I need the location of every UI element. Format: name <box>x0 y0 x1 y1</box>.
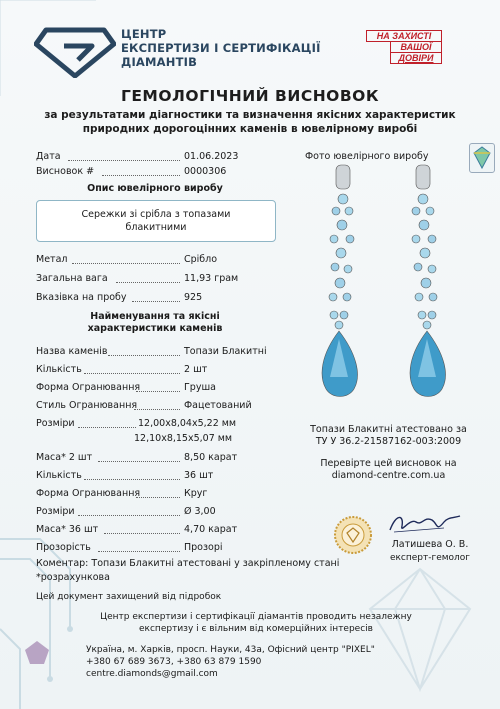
stone-label: Форма Огранювання <box>36 382 141 393</box>
org-line-3: ДІАМАНТІВ <box>121 55 198 69</box>
prop-label: Загальна вага <box>36 273 108 284</box>
info-label: Дата <box>36 151 61 162</box>
info-label: Висновок # <box>36 166 95 177</box>
earrings-photo <box>312 163 464 411</box>
pentagon-decoration <box>22 638 52 668</box>
stones-heading-line-1: Найменування та якісні <box>90 311 220 322</box>
stamp-line-3: ДОВІРИ <box>390 53 442 64</box>
dotted-leader <box>78 506 180 516</box>
footer-line-2: експертизу і є вільним від комерційних інтересів <box>139 624 373 634</box>
dotted-leader <box>84 470 180 480</box>
comment-line-1: Коментар: Топази Блакитні атестовані у закріпленому стані <box>36 558 340 569</box>
cert-line-1: Топази Блакитні атестовано за <box>310 424 467 435</box>
check-line-1: Перевірте цей висновок на <box>320 458 457 469</box>
protected-note: Цей документ захищений від підробок <box>36 592 222 602</box>
stone-value: Прозорі <box>184 542 223 553</box>
expert-role: експерт-гемолог <box>389 553 471 563</box>
footer-statement <box>96 611 416 635</box>
dotted-leader <box>108 346 180 356</box>
cert-line-2: ТУ У 36.2-21587162-003:2009 <box>315 436 462 447</box>
check-line-2[interactable]: diamond-centre.com.ua <box>331 470 446 481</box>
document-title: ГЕМОЛОГІЧНИЙ ВИСНОВОК <box>120 87 380 105</box>
stone-label: Назва каменів <box>36 346 108 357</box>
prop-value: 925 <box>184 292 203 303</box>
earring-left <box>322 165 357 397</box>
dotted-leader <box>136 382 180 392</box>
stone-value: 4,70 карат <box>184 524 238 535</box>
hologram-badge-icon <box>469 143 495 173</box>
stone-label: Кількість <box>36 470 82 481</box>
stone-value: Ø 3,00 <box>184 506 216 517</box>
photo-label: Фото ювелірного виробу <box>305 151 429 162</box>
prop-value: 11,93 грам <box>184 273 239 284</box>
email[interactable]: centre.diamonds@gmail.com <box>86 669 218 679</box>
gold-seal-icon <box>333 515 373 555</box>
stone-label: Маса* 36 шт <box>36 524 99 535</box>
dotted-leader <box>116 273 180 283</box>
item-description-line-2: блакитними <box>125 222 187 233</box>
comment-block <box>36 557 339 585</box>
stones-heading-line-2: характеристики каменів <box>87 323 223 334</box>
stone-label: Форма Огранювання <box>36 488 141 499</box>
dotted-leader <box>72 254 180 264</box>
subtitle-line-1: за результатами діагностики та визначення якісних характеристик <box>44 109 456 121</box>
dotted-leader <box>102 166 180 176</box>
item-description-line-1: Сережки зі срібла з топазами <box>81 209 231 220</box>
item-description-box <box>36 200 276 242</box>
stone-label: Стиль Огранювання <box>36 400 138 411</box>
signature-image <box>384 508 464 538</box>
comment-line-2: *розрахункова <box>36 572 110 583</box>
stone-value: Груша <box>184 382 216 393</box>
stone-value: 12,00x8,04x5,22 мм <box>138 418 237 429</box>
dotted-leader <box>132 292 180 302</box>
prop-label: Метал <box>36 254 68 265</box>
stones-heading <box>36 311 274 335</box>
expert-name: Латишева О. В. <box>391 539 469 550</box>
address: Україна, м. Харків, просп. Науки, 43а, Офісний центр "PIXEL" <box>86 645 375 655</box>
stone-value: 8,50 карат <box>184 452 238 463</box>
org-line-1: ЦЕНТР <box>121 27 167 41</box>
stone-value: Топази Блакитні <box>184 346 267 357</box>
phones: +380 67 689 3673, +380 63 879 1590 <box>86 657 262 667</box>
dotted-leader <box>98 452 180 462</box>
contacts-block <box>86 644 375 680</box>
org-line-2: ЕКСПЕРТИЗИ І СЕРТИФІКАЦІЇ <box>121 41 321 55</box>
info-value: 01.06.2023 <box>184 151 239 162</box>
stone-label: Розміри <box>36 418 75 429</box>
stone-value: Фацетований <box>184 400 252 411</box>
stamp-line-1: НА ЗАХИСТІ <box>366 30 442 42</box>
dotted-leader <box>84 364 180 374</box>
stone-label: Розміри <box>36 506 75 517</box>
certification-note <box>296 424 481 448</box>
stone-size-second: 12,10x8,15x5,07 мм <box>134 433 233 444</box>
stone-label: Прозорість <box>36 542 91 553</box>
footer-line-1: Центр експертизи і сертифікації діамантів проводить незалежну <box>100 612 412 622</box>
prop-value: Срібло <box>184 254 218 265</box>
stamp-line-2: ВАШОЇ <box>390 42 442 53</box>
item-description-heading: Опис ювелірного виробу <box>87 183 223 194</box>
trust-stamp <box>366 30 442 64</box>
stone-label: Маса* 2 шт <box>36 452 93 463</box>
dotted-leader <box>78 418 136 428</box>
info-value: 0000306 <box>184 166 227 177</box>
stone-value: 2 шт <box>184 364 208 375</box>
prop-label: Вказівка на пробу <box>36 292 127 303</box>
earring-right <box>410 165 445 397</box>
document-subtitle <box>30 108 470 136</box>
subtitle-line-2: природних дорогоцінних каменів в ювелірному виробі <box>82 123 418 135</box>
dotted-leader <box>68 151 180 161</box>
dotted-leader <box>98 542 180 552</box>
verification-note <box>296 458 481 482</box>
stone-value: Круг <box>184 488 208 499</box>
dotted-leader <box>104 524 180 534</box>
stone-label: Кількість <box>36 364 82 375</box>
dotted-leader <box>136 488 180 498</box>
organization-name <box>121 27 321 69</box>
dotted-leader <box>134 400 180 410</box>
stone-value: 36 шт <box>184 470 214 481</box>
diamond-logo-icon <box>34 24 116 78</box>
